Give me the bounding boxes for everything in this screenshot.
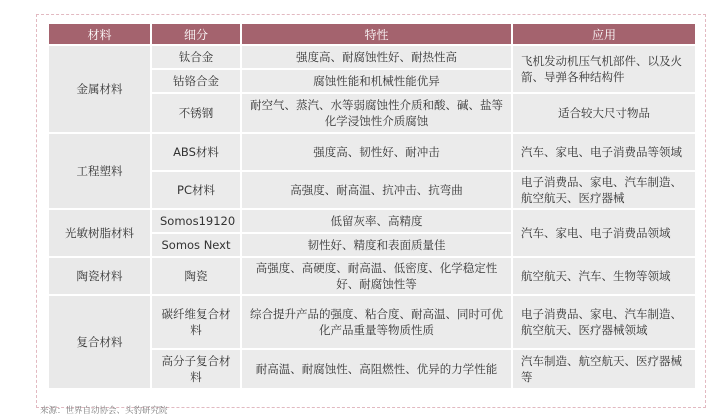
table-row: [49, 210, 695, 232]
property-cell: 韧性好、精度和表面质量佳: [242, 234, 511, 256]
property-cell: 综合提升产品的强度、粘合度、耐高温、同时可优化产品重量等物质性质: [242, 296, 511, 348]
header-material: 材料: [49, 24, 150, 44]
property-cell: 高强度、耐高温、抗冲击、抗弯曲: [242, 172, 511, 208]
category-cell: 陶瓷材料: [49, 258, 150, 294]
header-property: 特性: [242, 24, 511, 44]
subcategory-cell: 碳纤维复合材料: [152, 296, 240, 348]
source-note: 来源：世界自动协会、头豹研究院: [40, 406, 168, 416]
application-cell: 电子消费品、家电、汽车制造、航空航天、医疗器械领域: [513, 296, 695, 348]
property-cell: 腐蚀性能和机械性能优异: [242, 70, 511, 92]
subcategory-cell: 高分子复合材料: [152, 350, 240, 388]
application-cell: 飞机发动机压气机部件、以及火箭、导弹各种结构件: [513, 46, 695, 92]
table-row: [49, 134, 695, 170]
subcategory-cell: 陶瓷: [152, 258, 240, 294]
category-cell: 工程塑料: [49, 134, 150, 208]
subcategory-cell: Somos19120: [152, 210, 240, 232]
subcategory-cell: PC材料: [152, 172, 240, 208]
subcategory-cell: ABS材料: [152, 134, 240, 170]
application-cell: 汽车、家电、电子消费品领域: [513, 210, 695, 256]
table-row: [49, 258, 695, 294]
subcategory-cell: Somos Next: [152, 234, 240, 256]
category-cell: 复合材料: [49, 296, 150, 388]
property-cell: 耐空气、蒸汽、水等弱腐蚀性介质和酸、碱、盐等化学浸蚀性介质腐蚀: [242, 94, 511, 132]
subcategory-cell: 钛合金: [152, 46, 240, 68]
subcategory-cell: 不锈钢: [152, 94, 240, 132]
header-row: [49, 24, 695, 44]
property-cell: 低留灰率、高精度: [242, 210, 511, 232]
application-cell: 电子消费品、家电、汽车制造、航空航天、医疗器械: [513, 172, 695, 208]
header-application: 应用: [513, 24, 695, 44]
category-cell: 金属材料: [49, 46, 150, 132]
application-cell: 适合较大尺寸物品: [513, 94, 695, 132]
category-cell: 光敏树脂材料: [49, 210, 150, 256]
property-cell: 耐高温、耐腐蚀性、高阻燃性、优异的力学性能: [242, 350, 511, 388]
application-cell: 航空航天、汽车、生物等领域: [513, 258, 695, 294]
application-cell: 汽车、家电、电子消费品等领域: [513, 134, 695, 170]
materials-table: [47, 22, 697, 390]
property-cell: 强度高、耐腐蚀性好、耐热性高: [242, 46, 511, 68]
property-cell: 强度高、韧性好、耐冲击: [242, 134, 511, 170]
property-cell: 高强度、高硬度、耐高温、低密度、化学稳定性好、耐腐蚀性等: [242, 258, 511, 294]
table-row: [49, 46, 695, 68]
header-subcategory: 细分: [152, 24, 240, 44]
application-cell: 汽车制造、航空航天、医疗器械等: [513, 350, 695, 388]
table-row: [49, 296, 695, 348]
subcategory-cell: 钴铬合金: [152, 70, 240, 92]
